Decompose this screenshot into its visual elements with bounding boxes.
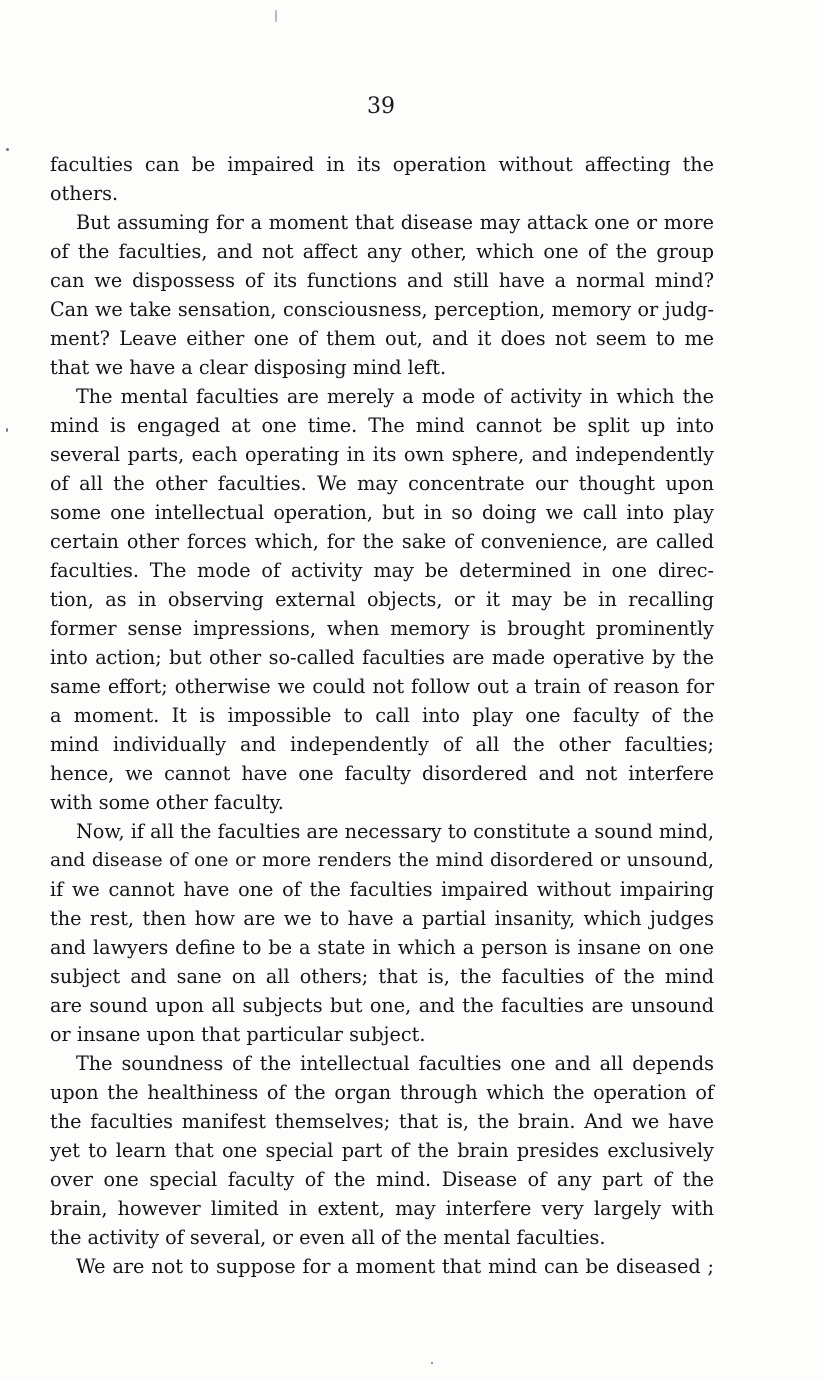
text-line: mind is engaged at one time. The mind cannot be split up into bbox=[50, 414, 714, 437]
text-line: subject and sane on all others; that is, the faculties of the mind bbox=[50, 965, 714, 988]
paragraph bbox=[50, 1049, 714, 1252]
text-line: Can we take sensation, consciousness, perception, memory or judg- bbox=[50, 298, 714, 321]
text-line: some one intellectual operation, but in so doing we call into play bbox=[50, 501, 714, 524]
text-line: into action; but other so-called faculties are made operative by the bbox=[50, 646, 714, 669]
paragraph bbox=[50, 1252, 714, 1281]
text-line: The mental faculties are merely a mode of activity in which the bbox=[76, 385, 714, 408]
text-line: and lawyers define to be a state in which a person is insane on one bbox=[50, 936, 714, 959]
text-line: The soundness of the intellectual faculties one and all depends bbox=[76, 1052, 714, 1075]
text-line: several parts, each operating in its own sphere, and independently bbox=[50, 443, 714, 466]
text-line: the rest, then how are we to have a partial insanity, which judges bbox=[50, 907, 714, 930]
text-line: if we cannot have one of the faculties impaired without impairing bbox=[50, 878, 714, 901]
text-line: over one special faculty of the mind. Disease of any part of the bbox=[50, 1168, 714, 1191]
scan-speck bbox=[275, 10, 277, 22]
text-line: We are not to suppose for a moment that mind can be diseased ; bbox=[76, 1255, 714, 1278]
text-line: tion, as in observing external objects, or it may be in recalling bbox=[50, 588, 714, 611]
paragraph bbox=[50, 817, 714, 1049]
text-line: the activity of several, or even all of the mental faculties. bbox=[50, 1226, 606, 1249]
paragraph bbox=[50, 150, 714, 208]
paragraph bbox=[50, 208, 714, 382]
text-line: Now, if all the faculties are necessary to constitute a sound mind, bbox=[76, 820, 714, 843]
text-line: former sense impressions, when memory is brought prominently bbox=[50, 617, 714, 640]
text-line: a moment. It is impossible to call into play one faculty of the bbox=[50, 704, 714, 727]
text-line: of all the other faculties. We may concentrate our thought upon bbox=[50, 472, 714, 495]
text-line: faculties. The mode of activity may be determined in one direc- bbox=[50, 559, 714, 582]
text-line: and disease of one or more renders the mind disordered or unsound, bbox=[50, 850, 714, 871]
text-line: But assuming for a moment that disease may attack one or more bbox=[76, 211, 714, 234]
text-line: can we dispossess of its functions and still have a normal mind? bbox=[50, 269, 714, 292]
scan-speck bbox=[6, 148, 9, 151]
scan-speck bbox=[6, 428, 8, 432]
body-text bbox=[50, 150, 714, 1281]
page-number: 39 bbox=[367, 94, 395, 119]
text-line: are sound upon all subjects but one, and the faculties are unsound bbox=[50, 994, 714, 1017]
text-line: with some other faculty. bbox=[50, 791, 284, 814]
scan-speck bbox=[431, 1362, 433, 1364]
paragraph bbox=[50, 382, 714, 817]
text-line: ment? Leave either one of them out, and it does not seem to me bbox=[50, 327, 714, 350]
text-line: the faculties manifest themselves; that is, the brain. And we have bbox=[50, 1110, 714, 1133]
text-line: brain, however limited in extent, may interfere very largely with bbox=[50, 1197, 714, 1220]
text-line: mind individually and independently of all the other faculties; bbox=[50, 733, 714, 756]
text-line: faculties can be impaired in its operation without affecting the bbox=[50, 153, 714, 176]
text-line: hence, we cannot have one faculty disordered and not interfere bbox=[50, 762, 714, 785]
text-line: yet to learn that one special part of the brain presides exclusively bbox=[50, 1139, 714, 1162]
text-line: of the faculties, and not affect any other, which one of the group bbox=[50, 240, 714, 263]
text-line: or insane upon that particular subject. bbox=[50, 1023, 426, 1046]
text-line: that we have a clear disposing mind left. bbox=[50, 356, 447, 379]
text-line: upon the healthiness of the organ through which the operation of bbox=[50, 1081, 714, 1104]
text-line: certain other forces which, for the sake of convenience, are called bbox=[50, 530, 714, 553]
text-line: same effort; otherwise we could not follow out a train of reason for bbox=[50, 675, 714, 698]
text-line: others. bbox=[50, 182, 119, 205]
